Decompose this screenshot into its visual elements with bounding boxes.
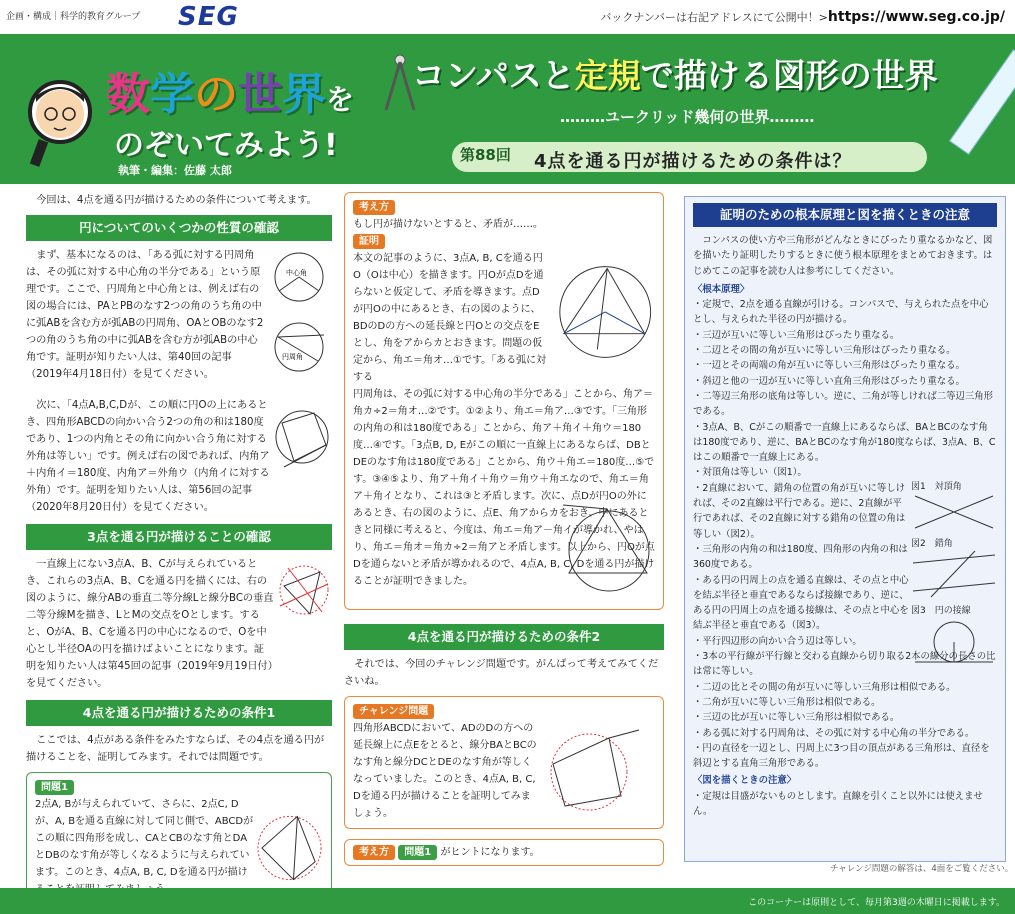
series-title (6, 38, 378, 178)
principle-item: ・ある円の円周上の点を通る直線は、その点と中心を結ぶ半径と垂直であるならば接線であり、逆に、ある円の円周上の点を通る接線は、その点と中心を結ぶ半径と垂直である（図3）。 (693, 574, 909, 632)
column-1 (26, 192, 332, 905)
fig2-caption: 図2 錯角 (911, 539, 953, 549)
problem1-box (26, 772, 332, 905)
compass-icon (380, 54, 420, 114)
footer-bar (0, 888, 1015, 914)
challenge-text: 四角形ABCDにおいて、ADのDの方への延長線上に点Eをとると、線分BAとBCのなす角と線分DCとDEのなす角が等しくなっていました。このとき、4点A, B, C, Dを通る円が描けることを証明してみましょう。 (353, 723, 537, 819)
intro-text: 今回は、4点を通る円が描けるための条件について考えます。 (36, 195, 317, 206)
problem1-text: 2点A, Bが与えられていて、さらに、2点C, Dが、A, Bを通る直線に対して同じ側で、ABCDがこの順に四角形を成し、CAとCBのなす角とDAとDBのなす角が等しくなるように与えられています。このとき、4点A, B, C, Dを通る円が描け (35, 799, 254, 878)
ruler-icon (949, 49, 1015, 155)
fig2-alternate-angles (911, 549, 997, 599)
main-title: コンパスと定規で描ける図形の世界 (412, 56, 938, 95)
section-heading-three-points: 3点を通る円が描けることの確認 (26, 524, 332, 550)
author-credit: 執筆・編集：佐藤 太郎 (118, 164, 232, 177)
section-heading-circle-properties: 円についてのいくつかの性質の確認 (26, 215, 332, 241)
principle-item: ・定規で、2点を通る直線が引ける。コンパスで、与えられた点を中心とし、与えられた半径の円が描ける。 (693, 299, 989, 326)
challenge-tag: チャレンジ問題 (353, 704, 434, 719)
cyclic-quadrilateral-figure (272, 397, 332, 487)
seg-url-link[interactable]: https://www.seg.co.jp/ (827, 9, 1005, 25)
header-banner (0, 34, 1015, 184)
principle-item: ・三辺の比が互いに等しい三角形は相似である。 (693, 712, 900, 724)
episode-title: 4点を通る円が描けるための条件は？ (534, 151, 852, 172)
principle-item: ・2直線において、錯角の位置の角が互いに等しければ、その2直線は平行である。逆に、2直線が平行であれば、その2直線に対する錯角の位置の角は等しい（図2）。 (693, 482, 906, 540)
principle-item: ・3本の平行線が平行線と交わる直線から切り取る2本の線分の長さの比は常に等しい。 (693, 651, 996, 678)
publisher-credit: 企画・構成｜科学的教育グループ (6, 12, 141, 22)
proof-text-part2: 円周角は、その弧に対する中心角の半分である」ことから、角ア＝角カ÷2＝角オ…②です。①②より、角エ＝角ア…③です。「三角形の内角の和は180度である」ことから、角ア＋角イ＋角ウ＝180度…④です。「3点B, D, Eがこの順に一直線上にあるならば、DBとDEのなす角は180度である」ことから、角ウ＋角エ＝180度…⑤です。③④⑤より、角ア＋角イ＋角ウ＝角ウ＋角エなので、角エ＝角ア＋角イとなり、これは③と矛盾します。次に、点Dが円Oの外にあるとき、右の図のように、点E、角アからカをおき、中にあるときと同様に考えると、今度は、角エ＝角ア－角イが導かれ、やはり、角エ＝角オ＝角カ÷2＝角アと矛盾します。以上から、円Oが点Dを通らないと矛盾が導かれるので、4点A, B, C, Dを通る円が描けることが証明できました。 (353, 389, 655, 587)
principle-item: ・ある弧に対する円周角は、その弧に対する中心角の半分である。 (693, 727, 975, 739)
episode-number: 第88回 (460, 146, 511, 164)
principle-item: ・三角形の内角の和は180度、四角形の内角の和は360度である。 (693, 543, 908, 571)
proof-figure-inside (546, 250, 655, 370)
principle-item: ・斜辺と他の一辺が互いに等しい直角三角形はぴったり重なる。 (693, 375, 965, 387)
principle-item: ・二辺とその間の角が互いに等しい三角形はぴったり重なる。 (693, 345, 956, 357)
paragraph-cyclic-quadrilateral: 次に、「4点A,B,C,Dが、この順に円Oの上にあるとき、四角形ABCDの向かい合う2つの角の和は180度であり、1つの内角とその角に向かい合う角に対する外角は等しい」です。例えば右の図であれば、内角ア＋内角イ＝180度、内角ア＝外角ウ（内角イに対する外角）です。証明を知りたい人は、第56回の記事（2020年8月20日付）を見てください。 (26, 400, 270, 513)
three-point-circle-figure (274, 556, 332, 636)
problem1-tag: 問題1 (35, 780, 74, 795)
principle-item: ・平行四辺形の向かい合う辺は等しい。 (693, 635, 862, 647)
subtitle: ………ユークリッド幾何の世界……… (560, 108, 815, 126)
proof-text-part1: 本文の記事のように、3点A, B, Cを通る円O（Oは中心）を描きます。円Oが点Dを通らないと仮定して、矛盾を導きます。点Dが円Oの中にあるとき、右の図のように、BDのDの方への延長線と円Oとの交点をEとし、角をアからカとおきます。問題の仮定から、角エ＝角オ…①です。「ある弧に対する (353, 253, 547, 383)
proof-box (344, 192, 664, 610)
episode-bar (452, 142, 927, 172)
principle-item: ・三辺が互いに等しい三角形はぴったり重なる。 (693, 329, 900, 341)
inscribed-angle-label: 円周角 (282, 353, 303, 361)
principle-item: ・二等辺三角形の底角は等しい。逆に、二角が等しければ二等辺三角形である。 (693, 390, 994, 418)
think-tag: 考え方 (353, 200, 395, 215)
paragraph-condition1: ここでは、4点がある条件をみたすならば、その4点を通る円が描けることを、証明してみます。それでは問題です。 (26, 735, 325, 763)
drawing-notes-heading: 〈図を描くときの注意〉 (693, 775, 797, 787)
answer-note: チャレンジ問題の解答は、4面をご覧ください。 (830, 864, 1014, 874)
paragraph-challenge-intro: それでは、今回のチャレンジ問題です。がんばって考えてみてくださいね。 (344, 659, 659, 687)
seg-logo: SEG (178, 2, 239, 32)
principle-item: ・二辺の比とその間の角が互いに等しい三角形は相似である。 (693, 681, 956, 693)
challenge-box (344, 696, 664, 829)
paragraph-inscribed-angle: まず、基本になるのは、「ある弧に対する円周角は、その弧に対する中心角の半分である」という原理です。ここで、円周角と中心角とは、例えば右の図の場合には、PAとPBのなす2つの角のうち角の中に弧ABを含む方が弧ABの円周角、OAとOBのなす2つの角のうち角の中に弧ABを含む方が弧ABの中心角です。証明が知りたい人は、第40回の記事（2019年4月18日付）を見てください。 (26, 250, 264, 380)
principles-heading: 〈根本原理〉 (693, 283, 750, 295)
magnifier-face-illustration (24, 78, 98, 168)
principle-item: ・二角が互いに等しい三角形は相似である。 (693, 696, 881, 708)
fig1-caption: 図1 対頂角 (911, 482, 962, 492)
principle-item: ・対頂角は等しい（図1）。 (693, 467, 807, 479)
principles-intro: コンパスの使い方や三角形がどんなときにぴったり重なるかなど、図を描いたり証明したりするときに使う根本原理をまとめておきます。はじめてこの記事を読む人は参考にしてください。 (693, 235, 993, 277)
footer-text: このコーナーは原則として、毎月第3週の木曜日に掲載します。 (748, 898, 1005, 908)
circle-angle-figures (266, 247, 332, 397)
backnumber-notice: バックナンバーは右記アドレスにて公開中！>https://www.seg.co.jp/ (600, 9, 1005, 25)
think-text: もし円が描けないとすると、矛盾が……。 (353, 219, 543, 230)
section-heading-condition2: 4点を通る円が描けるための条件2 (344, 624, 664, 650)
proof-tag: 証明 (353, 234, 385, 249)
figure-panel (911, 479, 1001, 676)
top-bar (0, 0, 1015, 34)
hint-text: がヒントになります。 (440, 847, 540, 858)
fig3-tangent (911, 616, 997, 672)
principles-title: 証明のための根本原理と図を描くときの注意 (693, 203, 997, 227)
principle-item: ・円の直径を一辺とし、円周上に3つ目の頂点がある三角形は、直径を斜辺とする直角三角形である。 (693, 742, 990, 770)
column-2 (344, 192, 664, 866)
hint-box (344, 839, 664, 866)
principles-box (684, 196, 1006, 862)
drawing-note: ・定規は目盛がないものとします。直線を引くこと以外には使えません。 (693, 790, 983, 817)
series-title-line1: 数学の世界を (106, 69, 355, 120)
proof-figure-outside (557, 495, 657, 605)
fig1-vertical-angles (911, 492, 997, 532)
fig3-caption: 図3 円の接線 (911, 606, 971, 616)
principle-item: ・一辺とその両端の角が互いに等しい三角形はぴったり重なる。 (693, 360, 965, 372)
challenge-figure (539, 720, 649, 820)
problem1-figure (254, 796, 323, 896)
series-title-line2: のぞいてみよう! (114, 128, 338, 163)
principle-item: ・3点A、B、Cがこの順番で一直線上にあるならば、BAとBCのなす角は180度であり、逆に、BAとBCのなす角が180度ならば、3点A、B、Cはこの順番で一直線上にある。 (693, 421, 996, 464)
paragraph-three-points: 一直線上にない3点A、B、Cが与えられているとき、これらの3点A、B、Cを通る円を描くには、右の図のように、線分ABの垂直二等分線Lと線分BCの垂直二等分線Mを描き、LとMの交点をOとします。すると、OがA、B、Cを通る円の中心になるので、Oを中心とし半径OAの円を描けばよいことになります。証明を知りたい人は第45回の記事（2019年9月19日付）を見てください。 (26, 559, 274, 689)
center-angle-label: 中心角 (286, 269, 307, 277)
hint-tag: 考え方 (353, 845, 395, 860)
hint-problem-tag: 問題1 (398, 845, 437, 860)
section-heading-condition1: 4点を通る円が描けるための条件1 (26, 700, 332, 726)
